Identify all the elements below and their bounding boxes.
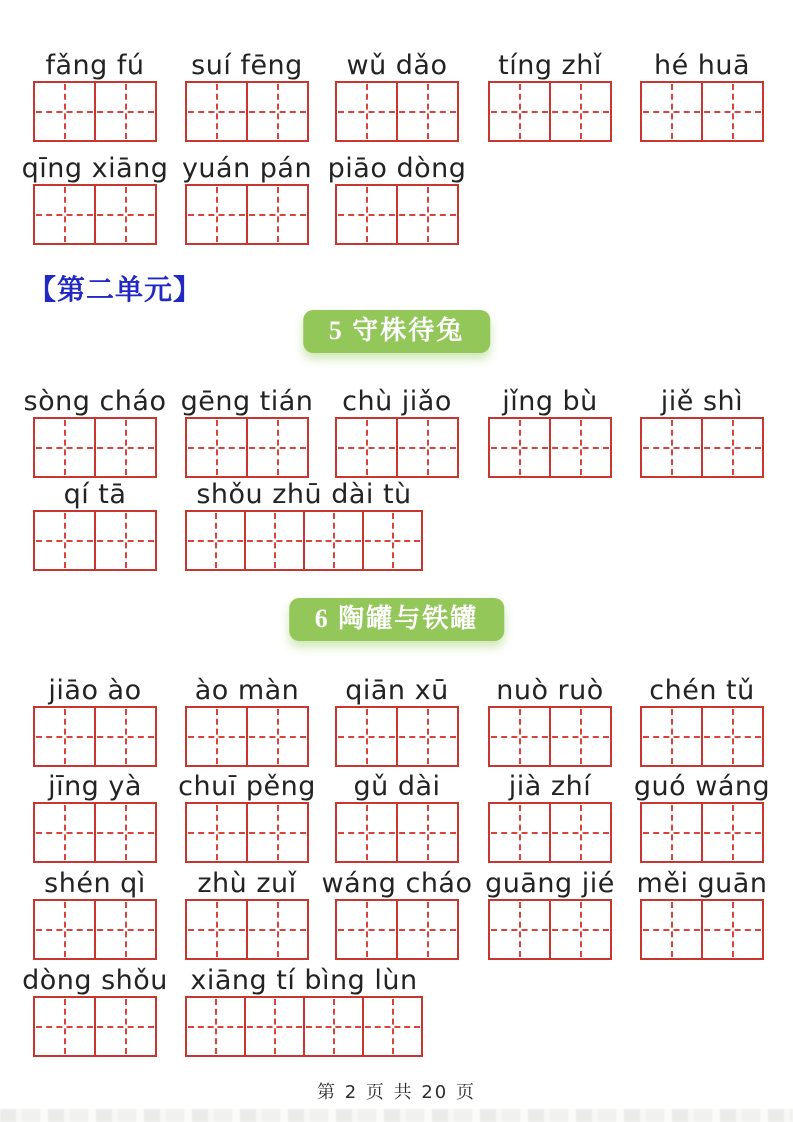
writing-cell [187, 708, 246, 765]
word-row [0, 471, 793, 573]
writing-cell [94, 998, 155, 1055]
writing-cell [337, 83, 396, 140]
writing-cell [94, 419, 155, 476]
writing-cell [187, 998, 244, 1055]
pinyin-label: qiān xū [345, 675, 449, 706]
pinyin-label: wǔ dǎo [346, 50, 448, 81]
writing-grid [640, 417, 764, 478]
writing-cell [187, 804, 246, 861]
writing-cell [396, 804, 457, 861]
writing-cell [490, 83, 549, 140]
word-item [33, 763, 157, 863]
writing-grid [335, 706, 459, 767]
word-item [488, 667, 612, 767]
writing-cell [396, 708, 457, 765]
writing-cell [701, 419, 762, 476]
writing-grid [640, 706, 764, 767]
pinyin-label: xiāng tí bìng lùn [190, 965, 418, 996]
writing-cell [642, 901, 701, 958]
pinyin-label: wáng cháo [321, 868, 473, 899]
word-item [335, 667, 459, 767]
word-item [33, 471, 157, 571]
writing-cell [642, 708, 701, 765]
pinyin-label: nuò ruò [496, 675, 604, 706]
word-item [335, 42, 459, 142]
writing-grid [640, 802, 764, 863]
pinyin-label: qīng xiāng [21, 153, 169, 184]
pinyin-label: gēng tián [180, 386, 314, 417]
word-row [0, 378, 793, 480]
writing-grid [33, 802, 157, 863]
lesson-5-badge: 5 守株待兔 [303, 310, 491, 353]
word-item [33, 667, 157, 767]
word-item [640, 42, 764, 142]
writing-cell [549, 901, 610, 958]
lesson-6-badge: 6 陶罐与铁罐 [289, 598, 505, 641]
writing-cell [94, 512, 155, 569]
writing-cell [94, 708, 155, 765]
word-item [22, 957, 168, 1057]
word-item [23, 378, 167, 478]
pinyin-label: chuī pěng [178, 771, 316, 802]
writing-cell [337, 419, 396, 476]
pinyin-label: tíng zhǐ [498, 50, 602, 81]
writing-grid [488, 802, 612, 863]
unit-header: 【第二单元】 [28, 275, 203, 306]
word-item [21, 145, 169, 245]
pinyin-label: shén qì [44, 868, 146, 899]
writing-grid [185, 184, 309, 245]
writing-cell [187, 901, 246, 958]
writing-grid [185, 81, 309, 142]
writing-grid [33, 81, 157, 142]
watermark-strip [0, 1109, 793, 1122]
page-number-footer: 第 2 页 共 20 页 [317, 1082, 476, 1103]
writing-cell [549, 83, 610, 140]
pinyin-label: qí tā [63, 479, 127, 510]
word-item [185, 42, 309, 142]
word-row [0, 763, 793, 865]
writing-grid [185, 899, 309, 960]
writing-grid [640, 81, 764, 142]
word-row [0, 860, 793, 962]
pinyin-label: gǔ dài [353, 771, 441, 802]
word-row [0, 667, 793, 769]
writing-cell [246, 419, 307, 476]
writing-cell [490, 708, 549, 765]
word-row [0, 145, 793, 247]
pinyin-label: jiāo ào [48, 675, 142, 706]
pinyin-label: chù jiǎo [342, 386, 452, 417]
writing-cell [35, 708, 94, 765]
word-item [488, 763, 612, 863]
writing-grid [185, 802, 309, 863]
pinyin-label: fǎng fú [45, 50, 145, 81]
pinyin-label: guó wáng [633, 771, 771, 802]
writing-cell [94, 83, 155, 140]
writing-cell [701, 804, 762, 861]
writing-grid [488, 706, 612, 767]
writing-cell [246, 804, 307, 861]
pinyin-label: jīng yà [48, 771, 142, 802]
word-item [181, 145, 313, 245]
writing-cell [549, 708, 610, 765]
writing-cell [701, 708, 762, 765]
writing-cell [337, 186, 396, 243]
word-item [335, 378, 459, 478]
writing-grid [33, 510, 157, 571]
pinyin-label: shǒu zhū dài tù [196, 479, 412, 510]
writing-cell [246, 83, 307, 140]
writing-cell [35, 998, 94, 1055]
pinyin-label: dòng shǒu [22, 965, 168, 996]
pinyin-label: guāng jié [485, 868, 615, 899]
writing-cell [246, 186, 307, 243]
word-item [636, 860, 768, 960]
pinyin-label: yuán pán [181, 153, 313, 184]
writing-grid [335, 184, 459, 245]
writing-cell [490, 804, 549, 861]
pinyin-label: měi guān [636, 868, 768, 899]
pinyin-label: suí fēng [191, 50, 303, 81]
writing-cell [337, 901, 396, 958]
writing-cell [94, 804, 155, 861]
writing-cell [701, 83, 762, 140]
word-row [0, 42, 793, 144]
writing-cell [362, 512, 421, 569]
pinyin-label: chén tǔ [649, 675, 755, 706]
word-item [485, 860, 615, 960]
pinyin-label: ào màn [194, 675, 300, 706]
writing-grid [335, 802, 459, 863]
pinyin-label: jiě shì [660, 386, 744, 417]
writing-cell [642, 83, 701, 140]
writing-grid [335, 899, 459, 960]
word-item [488, 378, 612, 478]
writing-cell [244, 998, 303, 1055]
word-item [185, 957, 423, 1057]
writing-grid [33, 706, 157, 767]
word-item [180, 378, 314, 478]
writing-cell [35, 804, 94, 861]
word-item [327, 145, 467, 245]
writing-grid [33, 899, 157, 960]
writing-grid [185, 996, 423, 1057]
word-item [33, 860, 157, 960]
writing-cell [35, 186, 94, 243]
word-item [33, 42, 157, 142]
word-item [185, 667, 309, 767]
writing-grid [488, 899, 612, 960]
pinyin-label: piāo dòng [327, 153, 467, 184]
writing-grid [185, 706, 309, 767]
writing-cell [246, 708, 307, 765]
word-item [488, 42, 612, 142]
pinyin-label: jià zhí [508, 771, 592, 802]
writing-cell [187, 512, 244, 569]
word-item [335, 763, 459, 863]
writing-cell [396, 186, 457, 243]
writing-cell [187, 186, 246, 243]
writing-cell [244, 512, 303, 569]
word-row [0, 957, 793, 1059]
writing-grid [33, 184, 157, 245]
writing-grid [33, 417, 157, 478]
writing-grid [488, 417, 612, 478]
writing-cell [337, 708, 396, 765]
writing-cell [94, 186, 155, 243]
writing-cell [396, 901, 457, 958]
writing-grid [488, 81, 612, 142]
word-item [640, 378, 764, 478]
writing-cell [35, 419, 94, 476]
writing-cell [187, 83, 246, 140]
pinyin-label: hé huā [653, 50, 751, 81]
writing-cell [187, 419, 246, 476]
writing-cell [337, 804, 396, 861]
pinyin-label: sòng cháo [23, 386, 167, 417]
writing-cell [642, 419, 701, 476]
writing-cell [35, 901, 94, 958]
word-item [321, 860, 473, 960]
word-item [185, 860, 309, 960]
writing-cell [396, 419, 457, 476]
pinyin-label: jǐng bù [502, 386, 598, 417]
writing-grid [335, 417, 459, 478]
writing-grid [335, 81, 459, 142]
word-item [185, 471, 423, 571]
word-item [178, 763, 316, 863]
writing-cell [490, 901, 549, 958]
word-item [640, 667, 764, 767]
writing-cell [246, 901, 307, 958]
writing-cell [490, 419, 549, 476]
writing-cell [94, 901, 155, 958]
writing-grid [640, 899, 764, 960]
writing-grid [185, 510, 423, 571]
writing-cell [303, 512, 362, 569]
word-item [633, 763, 771, 863]
writing-cell [362, 998, 421, 1055]
writing-grid [33, 996, 157, 1057]
writing-cell [303, 998, 362, 1055]
writing-cell [35, 512, 94, 569]
writing-cell [396, 83, 457, 140]
writing-cell [549, 419, 610, 476]
writing-cell [549, 804, 610, 861]
writing-cell [642, 804, 701, 861]
writing-grid [185, 417, 309, 478]
pinyin-label: zhù zuǐ [197, 868, 297, 899]
writing-cell [701, 901, 762, 958]
writing-cell [35, 83, 94, 140]
